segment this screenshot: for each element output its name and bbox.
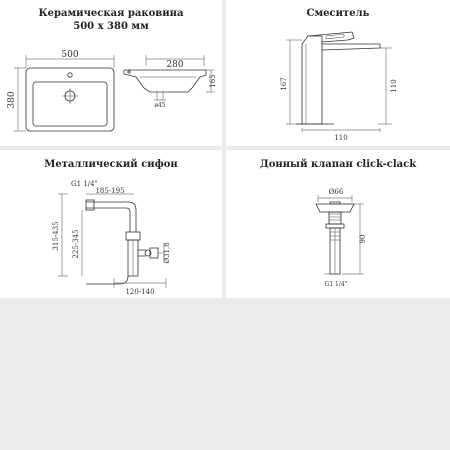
- sink-width-label: 500: [61, 50, 79, 60]
- siphon-top-width-label: 185-195: [95, 187, 125, 195]
- faucet-height-label: 167: [280, 77, 288, 91]
- sink-panel: [0, 0, 222, 146]
- faucet-title: Смеситель: [306, 8, 370, 19]
- siphon-bottom-label: 120-140: [125, 288, 155, 296]
- valve-drawing: [226, 150, 450, 298]
- sink-side-profile: [124, 70, 206, 92]
- valve-title: Донный клапан click-clack: [259, 159, 417, 170]
- faucet-spout: [322, 44, 380, 50]
- sink-side-label: 165: [209, 74, 217, 88]
- faucet-depth-label: 110: [334, 134, 348, 142]
- sink-depth-label: 280: [166, 60, 184, 70]
- valve-height-label: 90: [359, 234, 367, 244]
- valve-cap: [316, 204, 354, 212]
- valve-diameter-label: Ø66: [328, 188, 344, 196]
- siphon-pipe-label: Ø31,8: [163, 242, 171, 264]
- siphon-thread-label: G1 1/4": [71, 180, 98, 188]
- sink-subtitle: 500 x 380 мм: [73, 21, 149, 32]
- empty-background: [0, 298, 450, 450]
- siphon-panel: [0, 150, 222, 298]
- siphon-total-height-label: 315-435: [52, 221, 60, 251]
- siphon-inner-height-label: 225-345: [72, 229, 80, 259]
- siphon-title: Металлический сифон: [44, 159, 178, 170]
- faucet-lever: [308, 32, 354, 42]
- valve-panel: [226, 150, 450, 298]
- faucet-drawing: [226, 0, 450, 146]
- faucet-body: [302, 36, 322, 124]
- sink-drawing: [0, 0, 222, 146]
- valve-thread-label: G1 1/4": [324, 281, 348, 288]
- siphon-drawing: [0, 150, 222, 298]
- sink-height-label: 380: [7, 91, 17, 109]
- faucet-panel: [226, 0, 450, 146]
- sink-title: Керамическая раковина: [38, 8, 184, 19]
- siphon-top-tube: [86, 202, 136, 232]
- faucet-hole: [68, 73, 72, 77]
- sink-drain-label: ø45: [154, 102, 166, 109]
- faucet-spout-height-label: 110: [390, 79, 398, 93]
